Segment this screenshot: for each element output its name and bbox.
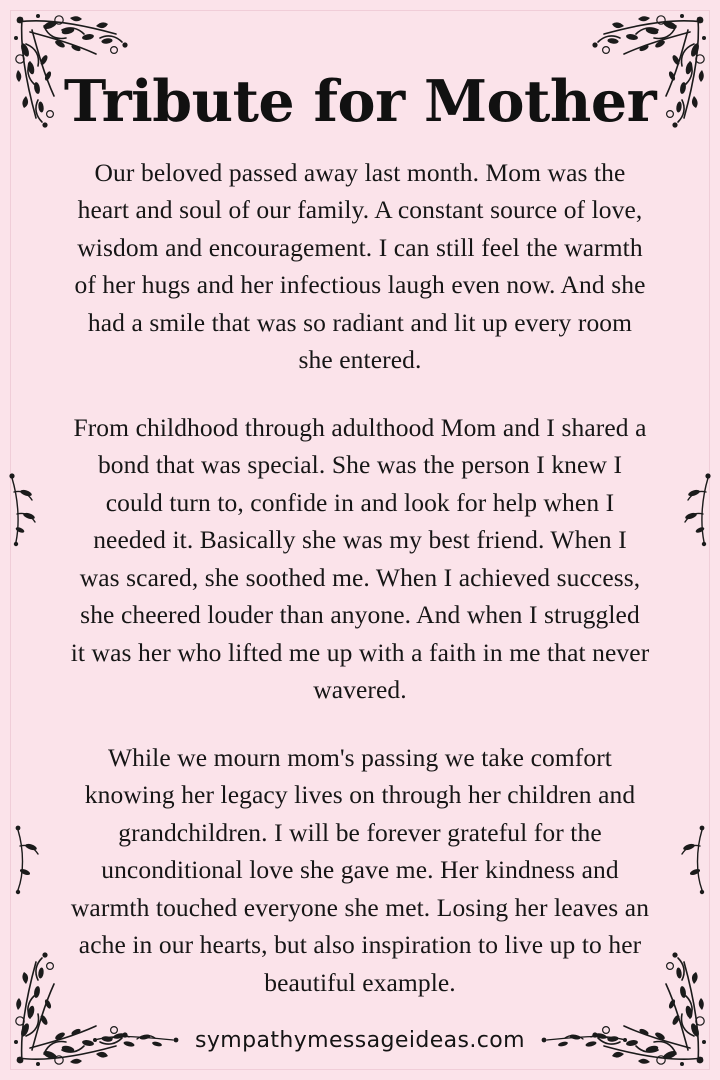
paragraph: From childhood through adulthood Mom and I shared a bond that was special. She was the person I knew I could turn to, confide in and look for help when I needed it. Basically she was my best friend. When I was scared, she soothed me. When I achieved success, she cheered louder than anyone. And when I struggled it was her who lifted me up with a faith in me that never wavered.	[70, 412, 650, 705]
paragraph: While we mourn mom's passing we take comfort knowing her legacy lives on through her children and grandchildren. I will be forever grateful for the unconditional love she gave me. Her kindness and warmth touched everyone she met. Losing her leaves an ache in our hearts, but also inspiration to live up to her beautiful example.	[70, 742, 650, 997]
paragraph: Our beloved passed away last month. Mom was the heart and soul of our family. A constant source of love, wisdom and encouragement. I can still feel the warmth of her hugs and her infectious laugh even now. And she had a smile that was so radiant and lit up every room she entered.	[74, 157, 646, 375]
site-name: sympathymessageideas.com	[195, 1027, 525, 1053]
tribute-body	[44, 154, 676, 1001]
footer	[0, 1028, 720, 1057]
page-title: Tribute for Mother	[63, 68, 657, 135]
leaf-divider-ornament-icon	[91, 1029, 181, 1051]
leaf-divider-ornament-icon	[539, 1029, 629, 1051]
